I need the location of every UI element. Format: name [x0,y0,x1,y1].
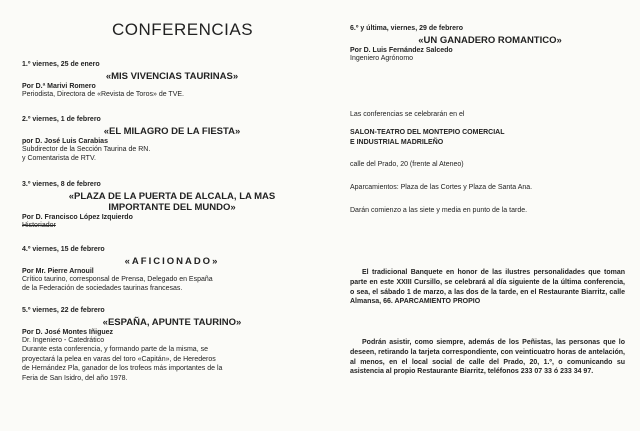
entry-heading: «AFICIONADO» [124,256,220,267]
entry-desc: Feria de San Isidro, del año 1978. [22,374,128,382]
entry-speaker: Por Mr. Pierre Arnouil [22,268,94,275]
entry-speaker: Por D. Francisco López Izquierdo [22,214,133,221]
attendance-paragraph: Podrán asistir, como siempre, además de los Peñistas, las personas que lo deseen, retirando la tarjeta correspondiente, con veinticuatro horas de antelación, al menos, en el local social de calle del Prado, 20, 1.º, o comunicando su asistencia al propio Restaurante Biarritz, teléfonos 233 07 33 ó 233 34 97. [350,339,625,376]
entry-heading: «ESPAÑA, APUNTE TAURINO» [102,317,242,328]
venue-name-line-2: E INDUSTRIAL MADRILEÑO [350,139,444,146]
entry-speaker: Por D. José Montes Iñiguez [22,329,114,336]
page-title: CONFERENCIAS [112,20,254,39]
venue-parking: Aparcamientos: Plaza de las Cortes y Plaza de Santa Ana. [350,184,533,191]
entry-date: 5.º viernes, 22 de febrero [22,307,105,314]
conference-entry-1 [22,61,322,99]
conference-entry-4 [22,246,322,294]
entry-desc: Periodista, Directora de «Revista de Toros» de TVE. [22,91,184,98]
venue-address: calle del Prado, 20 (frente al Ateneo) [350,161,464,168]
entry-date: 4.º viernes, 15 de febrero [22,246,105,253]
entry-speaker: Por D. Luis Fernández Salcedo [350,47,453,54]
venue-name-line-1: SALON-TEATRO DEL MONTEPIO COMERCIAL [350,129,505,136]
entry-speaker: por D. José Luis Carabias [22,138,108,145]
banquet-paragraph: El tradicional Banquete en honor de las ilustres personalidades que toman parte en este XXIII Cursillo, se celebrará al día siguiente de la última conferencia, o sea, el sábado 1 de marzo, a las dos de la tarde, en el Restaurante Biarritz, calle Almansa, 66. APARCAMIENTO PROPIO [350,269,625,306]
entry-date: 3.º viernes, 8 de febrero [22,181,101,188]
entry-desc: Dr. Ingeniero - Catedrático [22,337,105,344]
entry-heading: «MIS VIVENCIAS TAURINAS» [105,71,239,82]
entry-desc: Historiador [22,222,56,229]
entry-heading: «EL MILAGRO DE LA FIESTA» [103,126,241,137]
entry-desc: de la Federación de sociedades taurinas francesas. [22,285,183,293]
venue-intro: Las conferencias se celebrarán en el [350,111,465,118]
entry-desc: y Comentarista de RTV. [22,155,96,163]
entry-speaker: Por D.ª Marivi Romero [22,83,96,90]
entry-date: 6.º y última, viernes, 29 de febrero [350,25,464,32]
conference-entry-6 [350,25,630,63]
entry-desc: Ingeniero Agrónomo [350,55,414,62]
entry-desc: Crítico taurino, corresponsal de Prensa, Delegado en España [22,276,213,283]
entry-date: 1.º viernes, 25 de enero [22,61,100,68]
entry-desc: Subdirector de la Sección Taurina de RN. [22,146,151,153]
venue-start-time: Darán comienzo a las siete y media en punto de la tarde. [350,207,528,214]
conference-entry-3 [22,181,322,230]
entry-heading: «UN GANADERO ROMANTICO» [418,35,562,46]
entry-heading: «PLAZA DE LA PUERTA DE ALCALA, LA MAS IMPORTANTE DEL MUNDO» [68,191,276,213]
conference-entry-5 [22,307,322,383]
conference-entry-2 [22,116,322,164]
entry-date: 2.º viernes, 1 de febrero [22,116,101,123]
entry-desc: proyectará la pelea en varas del toro «Capitán», de Herederos [22,355,216,363]
entry-desc: Durante esta conferencia, y formando parte de la misma, se [22,346,208,354]
entry-desc: de Hernández Pla, ganador de los trofeos más importantes de la [22,365,223,373]
